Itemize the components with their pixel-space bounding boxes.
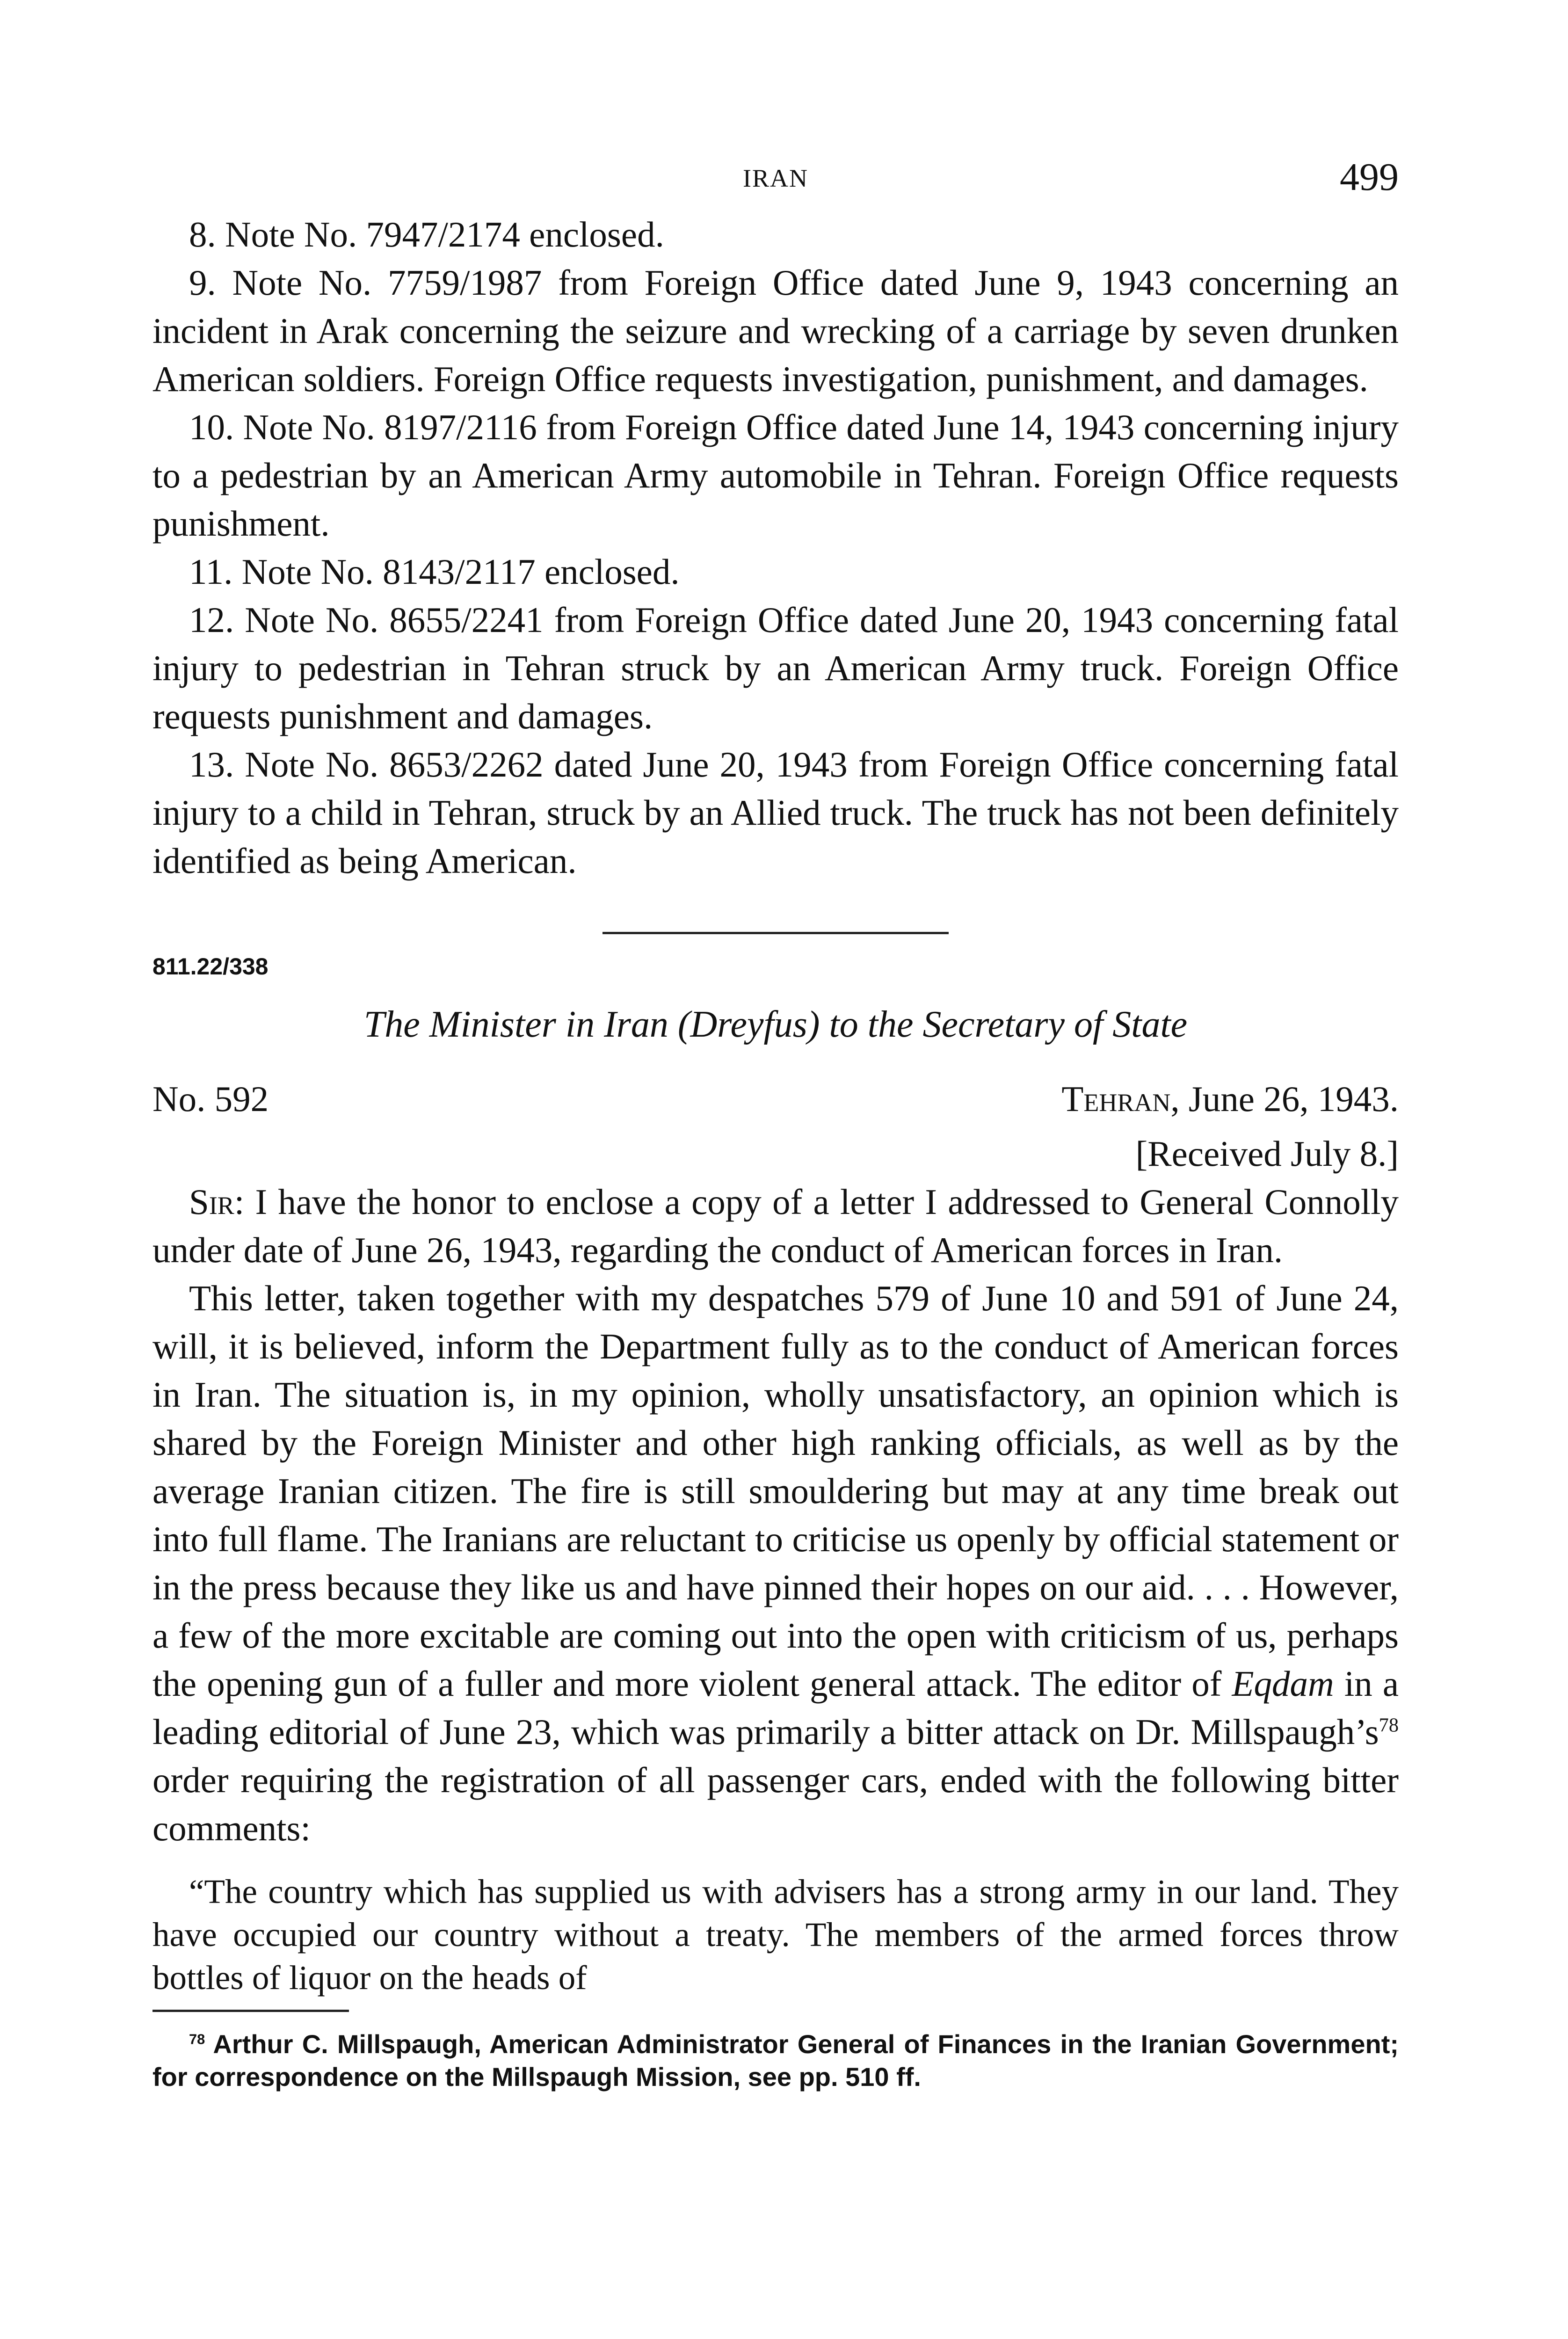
footnote-text: Arthur C. Millspaugh, American Administrator General of Finances in the Iranian Government; for correspondence on the Millspaugh Mission, see pp. 510 ff.	[152, 2029, 1399, 2092]
file-number: 811.22/338	[152, 953, 269, 980]
page-number: 499	[1340, 155, 1399, 199]
paragraph	[152, 1274, 1399, 1852]
document-page	[152, 154, 1399, 2093]
date: June 26, 1943.	[1188, 1079, 1399, 1119]
newspaper-name: Eqdam	[1232, 1663, 1334, 1704]
despatch-number: No. 592	[152, 1079, 269, 1119]
note-item: 12. Note No. 8655/2241 from Foreign Office dated June 20, 1943 concerning fatal injury to pedestrian in Tehran struck by an American Army truck. Foreign Office requests punishment and damages.	[152, 600, 1399, 736]
running-title: IRAN	[743, 164, 808, 192]
block-quote	[152, 1870, 1399, 1999]
footnote-reference[interactable]: 78	[1379, 1714, 1399, 1736]
document-title: The Minister in Iran (Dreyfus) to the Secretary of State	[363, 1004, 1188, 1045]
paragraph-text: in a leading editorial of June 23, which was primarily a bitter attack on Dr. Millspaugh’s	[152, 1663, 1399, 1752]
paragraph-text: I have the honor to enclose a copy of a letter I addressed to General Connolly under date of June 26, 1943, regarding the conduct of American forces in Iran.	[152, 1182, 1399, 1270]
salutation: Sir:	[189, 1182, 245, 1222]
received-date: [Received July 8.]	[1135, 1133, 1399, 1174]
paragraph-text: order requiring the registration of all passenger cars, ended with the following bitter comments:	[152, 1760, 1399, 1848]
letter-body	[152, 1178, 1399, 1852]
paragraph	[152, 1178, 1399, 1274]
place-and-date	[1061, 1078, 1399, 1120]
section-divider	[603, 932, 949, 934]
quote-text: “The country which has supplied us with advisers has a strong army in our land. They have occupied our country without a treaty. The members of the armed forces throw bottles of liquor on the heads of	[152, 1873, 1399, 1997]
running-head	[152, 154, 1399, 211]
note-item: 8. Note No. 7947/2174 enclosed.	[189, 214, 664, 254]
footnote-divider	[152, 2010, 349, 2012]
dateline	[152, 1078, 1399, 1130]
note-item: 11. Note No. 8143/2117 enclosed.	[189, 552, 680, 592]
note-item: 10. Note No. 8197/2116 from Foreign Office dated June 14, 1943 concerning injury to a pedestrian by an American Army automobile in Tehran. Foreign Office requests punishment.	[152, 407, 1399, 544]
footnote-paragraph	[152, 2028, 1399, 2093]
place: Tehran,	[1061, 1079, 1180, 1119]
note-item: 13. Note No. 8653/2262 dated June 20, 1943 from Foreign Office concerning fatal injury to a child in Tehran, struck by an Allied truck. The truck has not been definitely identified as being American.	[152, 744, 1399, 881]
footnote-marker: 78	[189, 2031, 205, 2048]
note-item: 9. Note No. 7759/1987 from Foreign Office dated June 9, 1943 concerning an incident in Arak concerning the seizure and wrecking of a carriage by seven drunken American soldiers. Foreign Office requests investigation, punishment, and damages.	[152, 262, 1399, 399]
notes-list	[152, 211, 1399, 885]
footnote	[152, 2028, 1399, 2093]
paragraph-text: This letter, taken together with my despatches 579 of June 10 and 591 of June 24, will, it is believed, inform the Department fully as to the conduct of American forces in Iran. The situation is, in my opinion, wholly unsatisfactory, an opinion which is shared by the Foreign Minister and other high ranking officials, as well as by the average Iranian citizen. The fire is still smouldering but may at any time break out into full flame. The Iranians are reluctant to criticise us openly by official statement or in the press because they like us and have pinned their hopes on our aid. . . . However, a few of the more excitable are coming out into the open with criticism of us, perhaps the opening gun of a fuller and more violent general attack. The editor of	[152, 1278, 1399, 1704]
